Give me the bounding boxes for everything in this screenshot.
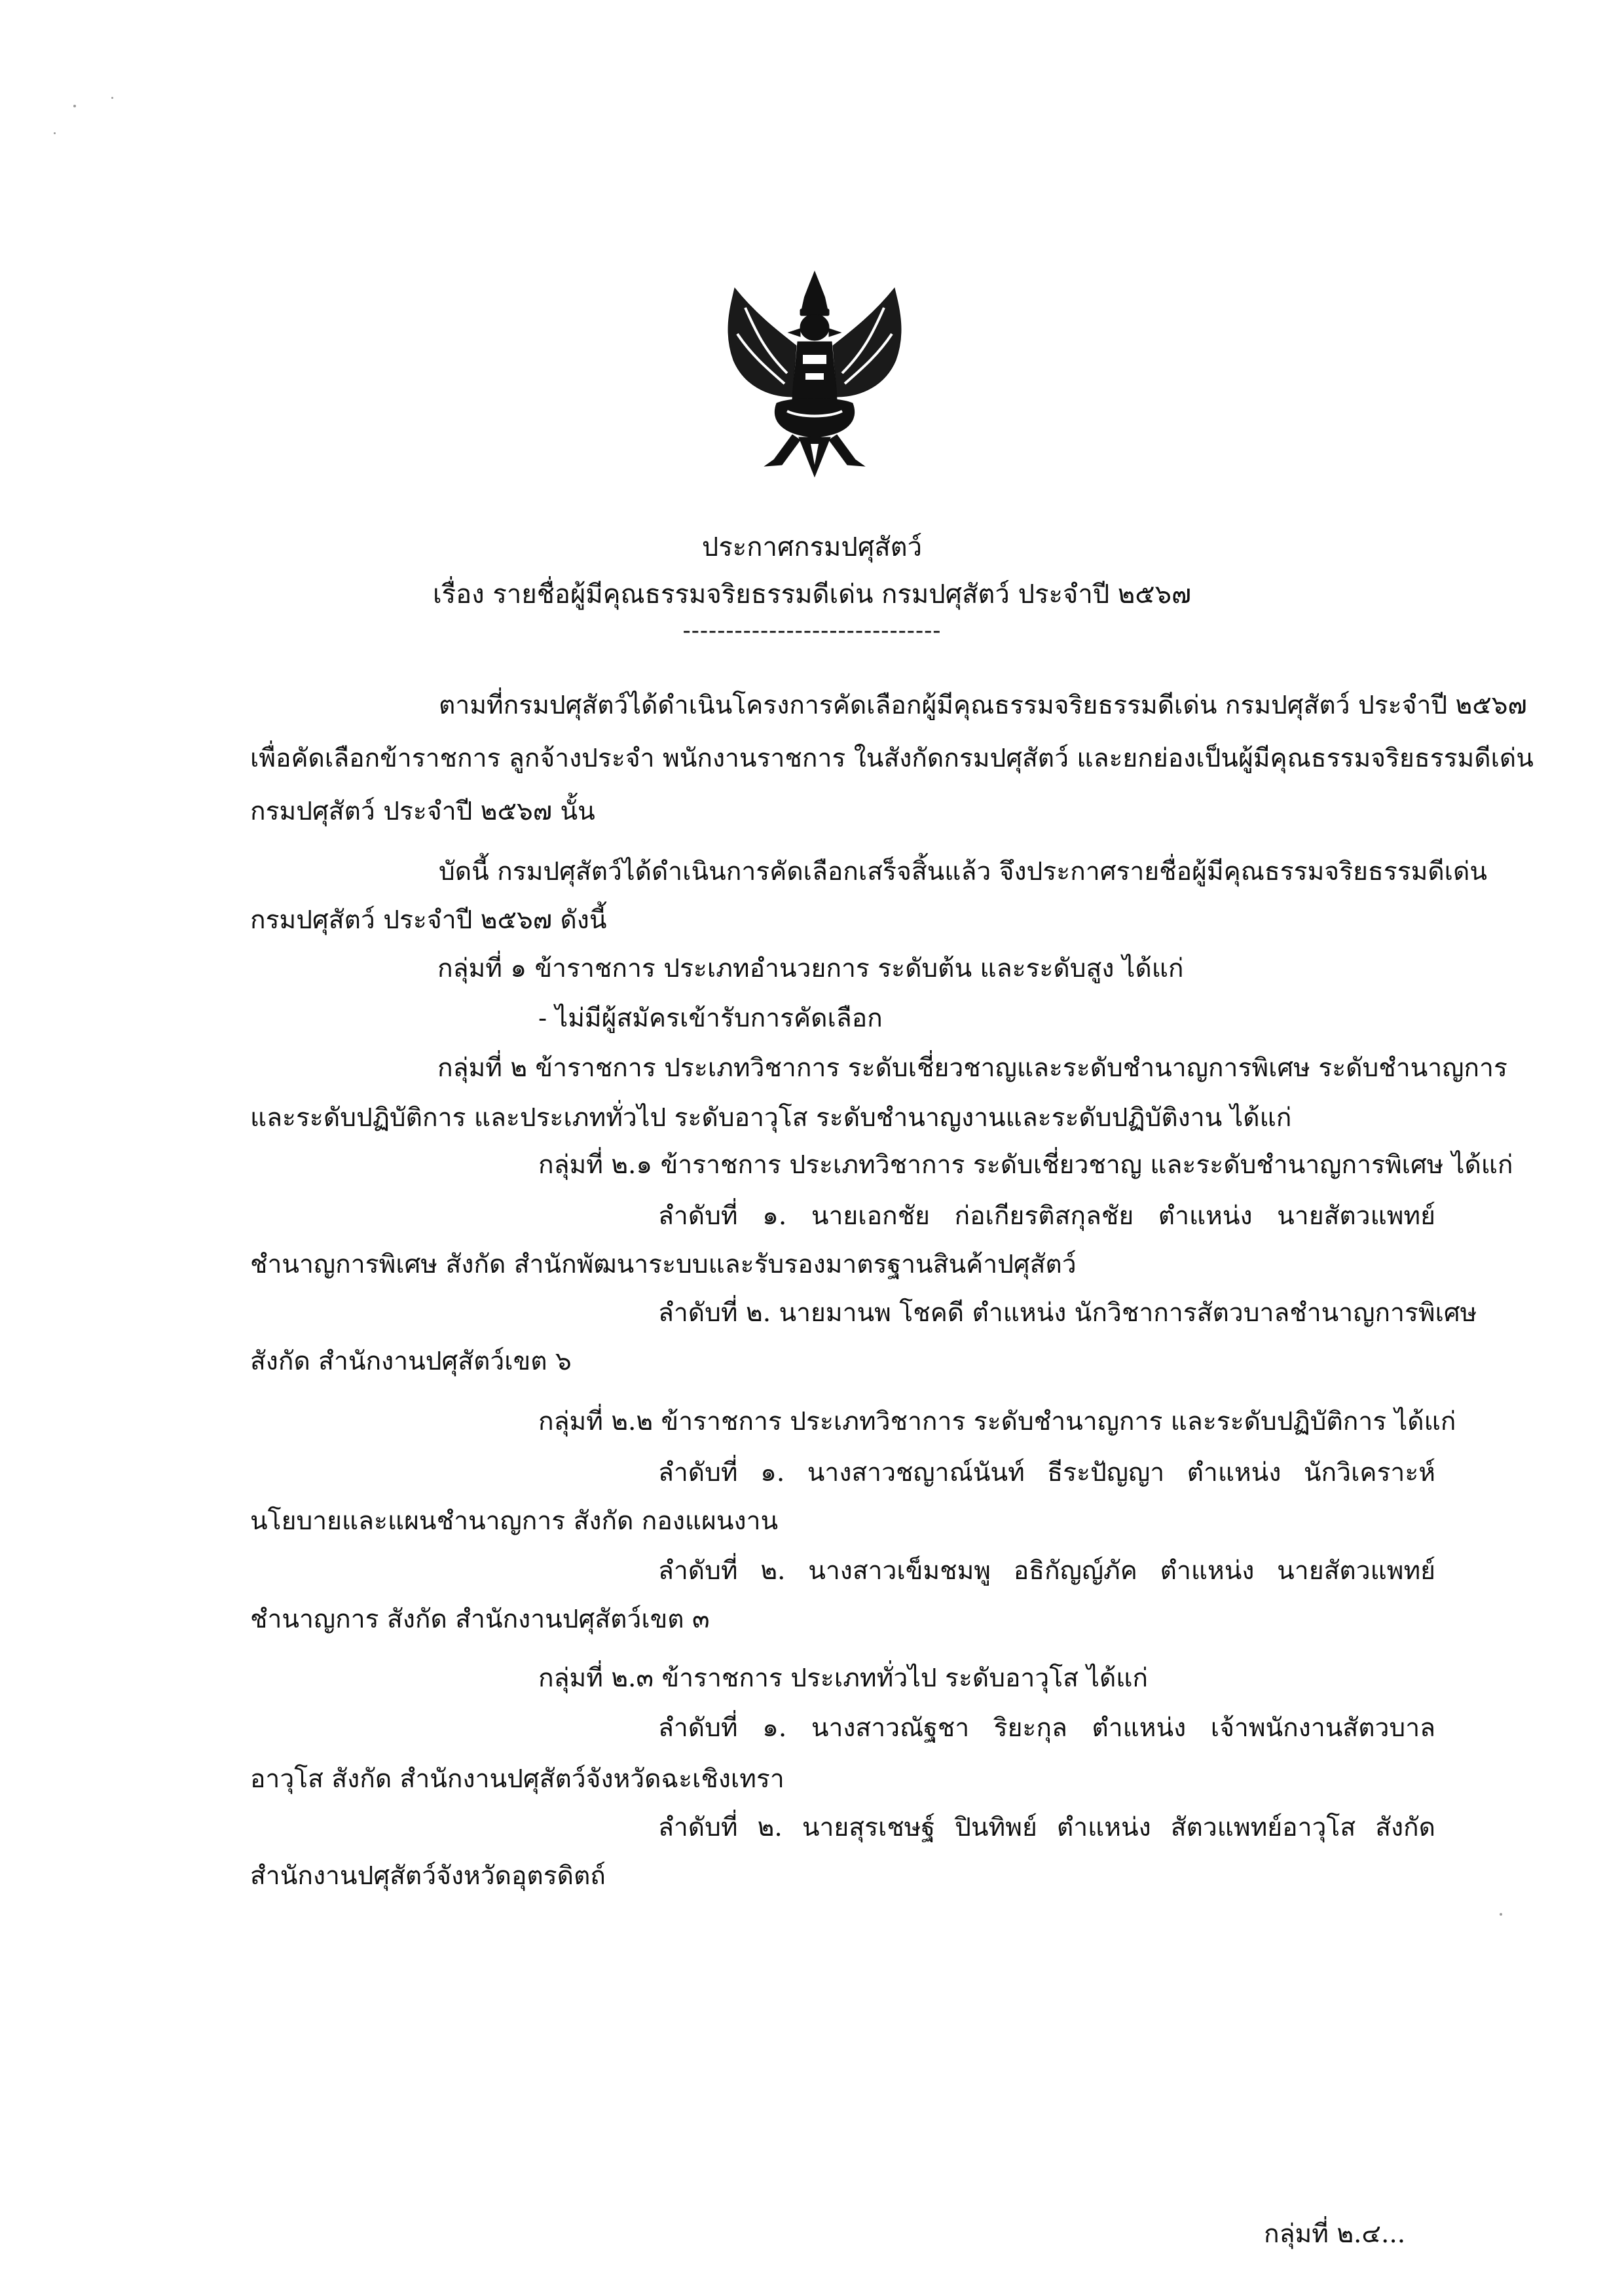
scan-speck [54, 132, 56, 134]
continuation-note: กลุ่มที่ ๒.๔... [1264, 2219, 1406, 2249]
scan-speck [73, 105, 76, 107]
group-1-heading: กลุ่มที่ ๑ ข้าราชการ ประเภทอำนวยการ ระดับต้น และระดับสูง ได้แก่ [437, 954, 1184, 983]
group-2-2-entry-1-line-1: ลำดับที่ ๑. นางสาวชญาณ์นันท์ ธีระปัญญา ตำแหน่ง นักวิเคราะห์ [658, 1458, 1435, 1487]
group-2-3-entry-2-line-2: สำนักงานปศุสัตว์จังหวัดอุตรดิตถ์ [250, 1861, 606, 1891]
group-2-1-entry-2-line-1: ลำดับที่ ๒. นายมานพ โชคดี ตำแหน่ง นักวิชาการสัตวบาลชำนาญการพิเศษ [658, 1298, 1477, 1328]
group-2-1-entry-1-line-1: ลำดับที่ ๑. นายเอกชัย ก่อเกียรติสกุลชัย ตำแหน่ง นายสัตวแพทย์ [658, 1201, 1435, 1231]
group-2-2-entry-1-line-2: นโยบายและแผนชำนาญการ สังกัด กองแผนงาน [250, 1506, 779, 1536]
paragraph-2-line-2: กรมปศุสัตว์ ประจำปี ๒๕๖๗ ดังนี้ [250, 905, 607, 935]
group-1-note: - ไม่มีผู้สมัครเข้ารับการคัดเลือก [538, 1004, 883, 1033]
group-2-heading-line-2: และระดับปฏิบัติการ และประเภททั่วไป ระดับอาวุโส ระดับชำนาญงานและระดับปฏิบัติงาน ได้แก่ [250, 1103, 1292, 1133]
paragraph-1-line-1: ตามที่กรมปศุสัตว์ได้ดำเนินโครงการคัดเลือกผู้มีคุณธรรมจริยธรรมดีเด่น กรมปศุสัตว์ ประจำปี ๒๕๖๗ [439, 691, 1527, 720]
paragraph-1-line-2: เพื่อคัดเลือกข้าราชการ ลูกจ้างประจำ พนักงานราชการ ในสังกัดกรมปศุสัตว์ และยกย่องเป็นผู้มีคุณธรรมจริยธรรมดีเด่น [250, 744, 1534, 773]
scan-speck [1500, 1913, 1502, 1916]
group-2-3-entry-1-line-1: ลำดับที่ ๑. นางสาวณัฐชา ริยะกุล ตำแหน่ง เจ้าพนักงานสัตวบาล [658, 1713, 1435, 1743]
document-title: ประกาศกรมปศุสัตว์ [701, 532, 923, 562]
group-2-3-entry-2-line-1: ลำดับที่ ๒. นายสุรเชษฐ์ ปินทิพย์ ตำแหน่ง สัตวแพทย์อาวุโส สังกัด [658, 1813, 1435, 1842]
paragraph-1-line-3: กรมปศุสัตว์ ประจำปี ๒๕๖๗ นั้น [250, 797, 595, 826]
group-2-1-entry-1-line-2: ชำนาญการพิเศษ สังกัด สำนักพัฒนาระบบและรับรองมาตรฐานสินค้าปศุสัตว์ [250, 1250, 1077, 1279]
group-2-2-heading: กลุ่มที่ ๒.๒ ข้าราชการ ประเภทวิชาการ ระดับชำนาญการ และระดับปฏิบัติการ ได้แก่ [538, 1407, 1456, 1436]
group-2-2-entry-2-line-1: ลำดับที่ ๒. นางสาวเข็มชมพู อธิกัญญ์ภัค ตำแหน่ง นายสัตวแพทย์ [658, 1556, 1435, 1586]
group-2-1-entry-2-line-2: สังกัด สำนักงานปศุสัตว์เขต ๖ [250, 1347, 572, 1376]
group-2-3-heading: กลุ่มที่ ๒.๓ ข้าราชการ ประเภททั่วไป ระดับอาวุโส ได้แก่ [538, 1664, 1149, 1693]
paragraph-2-line-1: บัดนี้ กรมปศุสัตว์ได้ดำเนินการคัดเลือกเสร็จสิ้นแล้ว จึงประกาศรายชื่อผู้มีคุณธรรมจริยธรรมดีเด่น [439, 857, 1487, 886]
group-2-2-entry-2-line-2: ชำนาญการ สังกัด สำนักงานปศุสัตว์เขต ๓ [250, 1605, 710, 1634]
group-2-3-entry-1-line-2: อาวุโส สังกัด สำนักงานปศุสัตว์จังหวัดฉะเชิงเทรา [250, 1764, 784, 1794]
scan-speck [111, 97, 113, 99]
garuda-emblem-icon [719, 268, 910, 479]
title-separator: ------------------------------ [682, 617, 942, 644]
group-2-1-heading: กลุ่มที่ ๒.๑ ข้าราชการ ประเภทวิชาการ ระดับเชี่ยวชาญ และระดับชำนาญการพิเศษ ได้แก่ [538, 1150, 1513, 1180]
group-2-heading-line-1: กลุ่มที่ ๒ ข้าราชการ ประเภทวิชาการ ระดับเชี่ยวชาญและระดับชำนาญการพิเศษ ระดับชำนาญการ [437, 1053, 1507, 1083]
document-subject: เรื่อง รายชื่อผู้มีคุณธรรมจริยธรรมดีเด่น กรมปศุสัตว์ ประจำปี ๒๕๖๗ [432, 579, 1192, 610]
